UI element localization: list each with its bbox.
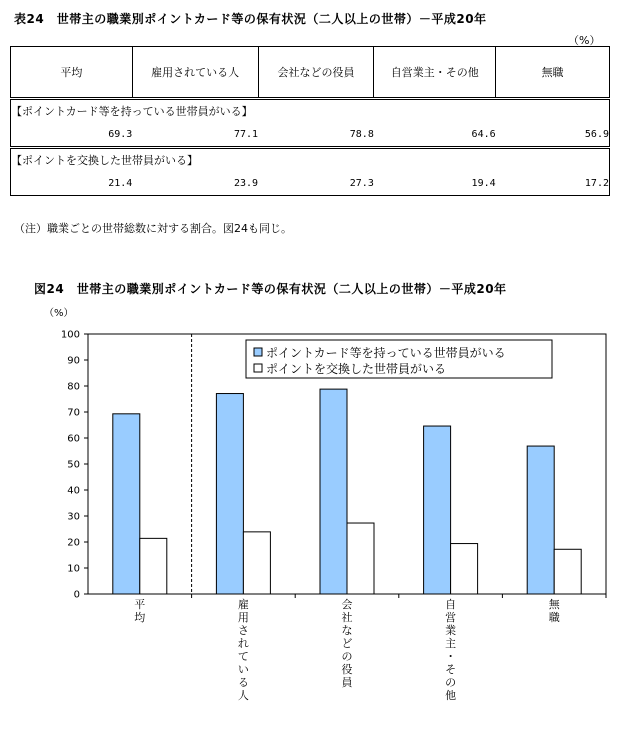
y-tick-label: 0 bbox=[73, 589, 80, 601]
figure-title: 図24 世帯主の職業別ポイントカード等の保有状況（二人以上の世帯）－平成20年 bbox=[34, 282, 507, 296]
table-cell: 69.3 bbox=[11, 122, 133, 148]
bar-exchanged bbox=[554, 549, 581, 594]
bar-chart bbox=[0, 300, 621, 744]
bar-has-card bbox=[320, 389, 347, 594]
y-tick-label: 30 bbox=[67, 511, 80, 523]
table-unit: （%） bbox=[568, 34, 601, 47]
y-tick-label: 20 bbox=[67, 537, 80, 549]
x-tick-label: 会社などの役員 bbox=[341, 598, 353, 689]
bar-has-card bbox=[113, 414, 140, 594]
legend-swatch bbox=[254, 348, 262, 356]
y-tick-label: 70 bbox=[67, 407, 80, 419]
table-cell: 19.4 bbox=[374, 171, 496, 196]
table-cell: 27.3 bbox=[258, 171, 374, 196]
y-tick-label: 80 bbox=[67, 381, 80, 393]
bar-exchanged bbox=[243, 532, 270, 594]
bar-exchanged bbox=[140, 538, 167, 594]
table-cell: 77.1 bbox=[233, 128, 259, 140]
x-tick-label: 無職 bbox=[548, 598, 560, 624]
table-header-cell: 会社などの役員 bbox=[258, 47, 374, 99]
table-header-cell: 無職 bbox=[496, 47, 610, 99]
table-section-row bbox=[11, 99, 610, 123]
y-tick-label: 90 bbox=[67, 355, 80, 367]
table-section-row bbox=[11, 148, 610, 172]
table-row bbox=[11, 171, 610, 196]
table-cell: 17.2 bbox=[496, 171, 610, 196]
plot-area bbox=[61, 330, 606, 703]
data-table bbox=[10, 46, 610, 196]
bar-exchanged bbox=[347, 523, 374, 594]
y-axis-label: （%） bbox=[44, 308, 74, 319]
table-section-label: 【ポイントを交換した世帯員がいる】 bbox=[11, 148, 610, 172]
table-row bbox=[11, 122, 610, 148]
x-tick-label: 雇用されている人 bbox=[237, 598, 249, 702]
y-tick-label: 60 bbox=[67, 433, 80, 445]
table-cell: 64.6 bbox=[471, 128, 496, 140]
table-cell: 78.8 bbox=[349, 128, 374, 140]
table-cell: 56.9 bbox=[496, 122, 610, 148]
bar-has-card bbox=[424, 426, 451, 594]
legend-swatch bbox=[254, 364, 262, 372]
y-tick-label: 100 bbox=[60, 329, 80, 341]
table-header-row bbox=[11, 47, 610, 99]
table-header-cell: 平均 bbox=[11, 47, 133, 99]
table-header-cell: 自営業主・その他 bbox=[374, 47, 496, 99]
bar-has-card bbox=[527, 446, 554, 594]
x-tick-label: 平均 bbox=[134, 598, 146, 624]
y-tick-label: 10 bbox=[67, 563, 80, 575]
table-section-label: 【ポイントカード等を持っている世帯員がいる】 bbox=[11, 99, 610, 123]
table-cell: 23.9 bbox=[132, 171, 258, 196]
y-tick-label: 50 bbox=[67, 459, 80, 471]
bar-has-card bbox=[216, 394, 243, 594]
y-tick-label: 40 bbox=[67, 485, 80, 497]
x-tick-label: 自営業主・その他 bbox=[445, 598, 457, 702]
legend-label: ポイントを交換した世帯員がいる bbox=[266, 362, 447, 376]
legend bbox=[246, 340, 552, 378]
legend-label: ポイントカード等を持っている世帯員がいる bbox=[266, 346, 506, 360]
table-header-cell: 雇用されている人 bbox=[132, 47, 258, 99]
table-title: 表24 世帯主の職業別ポイントカード等の保有状況（二人以上の世帯）－平成20年 bbox=[14, 12, 487, 26]
table-note: （注）職業ごとの世帯総数に対する割合。図24も同じ。 bbox=[14, 222, 292, 235]
bar-exchanged bbox=[451, 544, 478, 594]
table-cell: 21.4 bbox=[11, 171, 133, 196]
